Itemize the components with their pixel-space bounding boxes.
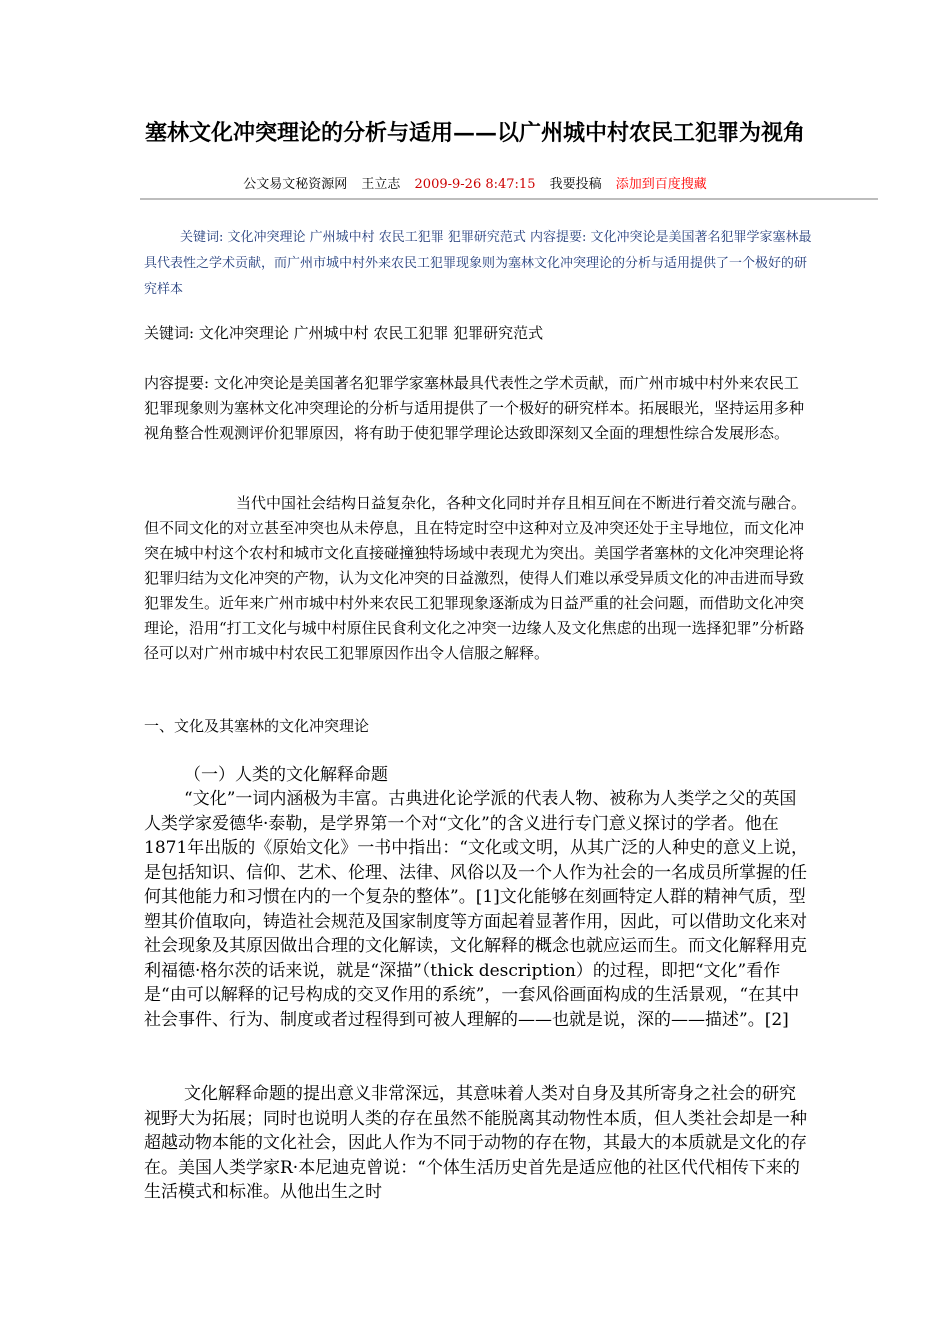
publish-datetime: 2009-9-26 8:47:15 (414, 177, 536, 192)
intro-paragraph: 当代中国社会结构日益复杂化，各种文化同时并存且相互间在不断进行着交流与融合。但不同文化的对立甚至冲突也从未停息，且在特定时空中这种对立及冲突还处于主导地位，而文化冲突在城中村这个农村和城市文化直接碰撞独特场域中表现尤为突出。美国学者塞林的文化冲突理论将犯罪归结为文化冲突的产物，认为文化冲突的日益激烈，使得人们难以承受异质文化的冲击进而导致犯罪发生。近年来广州市城中村外来农民工犯罪现象逐渐成为日益严重的社会问题，而借助文化冲突理论，沿用“打工文化与城中村原住民食利文化之冲突一边缘人及文化焦虑的出现一选择犯罪”分析路径可以对广州市城中村农民工犯罪原因作出令人信服之解释。 (144, 494, 807, 662)
source-link[interactable]: 公文易文秘资源网 (243, 177, 348, 192)
body-paragraph-1: “文化”一词内涵极为丰富。古典进化论学派的代表人物、被称为人类学之父的英国人类学家爱德华·泰勒，是学界第一个对“文化”的含义进行专门意义探讨的学者。他在1871年出版的《原始文化》一书中指出：“文化或文明，从其广泛的人种史的意义上说，是包括知识、信仰、艺术、伦理、法律、风俗以及一个人作为社会的一名成员所掌握的任何其他能力和习惯在内的一个复杂的整体”。[1]文化能够在刻画特定人群的精神气质，型塑其价值取向，铸造社会规范及国家制度等方面起着显著作用，因此，可以借助文化来对社会现象及其原因做出合理的文化解读，文化解释的概念也就应运而生。而文化解释用克利福德·格尔茨的话来说，就是“深描”（thick description）的过程，即把“文化”看作是“由可以解释的记号构成的交叉作用的系统”，一套风俗画面构成的生活景观，“在其中社会事件、行为、制度或者过程得到可被人理解的——也就是说，深的——描述”。[2] (144, 789, 808, 1030)
subsection-heading: （一）人类的文化解释命题 (184, 765, 388, 785)
summary-paragraph: 内容提要: 文化冲突论是美国著名犯罪学家塞林最具代表性之学术贡献，而广州市城中村外来农民工犯罪现象则为塞林文化冲突理论的分析与适用提供了一个极好的研究样本。拓展眼光，坚持运用多种视角整合性观测评价犯罪原因，将有助于使犯罪学理论达致即深刻又全面的理想性综合发展形态。 (144, 374, 805, 442)
abstract-summary: 关键词: 文化冲突理论 广州城中村 农民工犯罪 犯罪研究范式 内容提要: 文化冲突论是美国著名犯罪学家塞林最具代表性之学术贡献，而广州市城中村外来农民工犯罪现象则为塞林文化冲突理论的分析与适用提供了一个极好的研究样本 (144, 230, 812, 297)
body-paragraph-2: 文化解释命题的提出意义非常深远，其意味着人类对自身及其所寄身之社会的研究视野大为拓展；同时也说明人类的存在虽然不能脱离其动物性本质，但人类社会却是一种超越动物本能的文化社会，因此人作为不同于动物的存在物，其最大的本质就是文化的存在。美国人类学家R·本尼迪克曾说：“个体生活历史首先是适应他的社区代代相传下来的生活模式和标准。从他出生之时 (144, 1084, 807, 1202)
bookmark-link[interactable]: 添加到百度搜藏 (615, 177, 707, 192)
author-link[interactable]: 王立志 (361, 177, 401, 192)
keywords-paragraph: 关键词: 文化冲突理论 广州城中村 农民工犯罪 犯罪研究范式 (144, 324, 544, 342)
article-meta (140, 176, 810, 194)
header-divider (140, 198, 878, 200)
submit-link[interactable]: 我要投稿 (549, 177, 602, 192)
article-title: 塞林文化冲突理论的分析与适用——以广州城中村农民工犯罪为视角 (144, 120, 805, 146)
section-heading: 一、文化及其塞林的文化冲突理论 (144, 717, 370, 735)
